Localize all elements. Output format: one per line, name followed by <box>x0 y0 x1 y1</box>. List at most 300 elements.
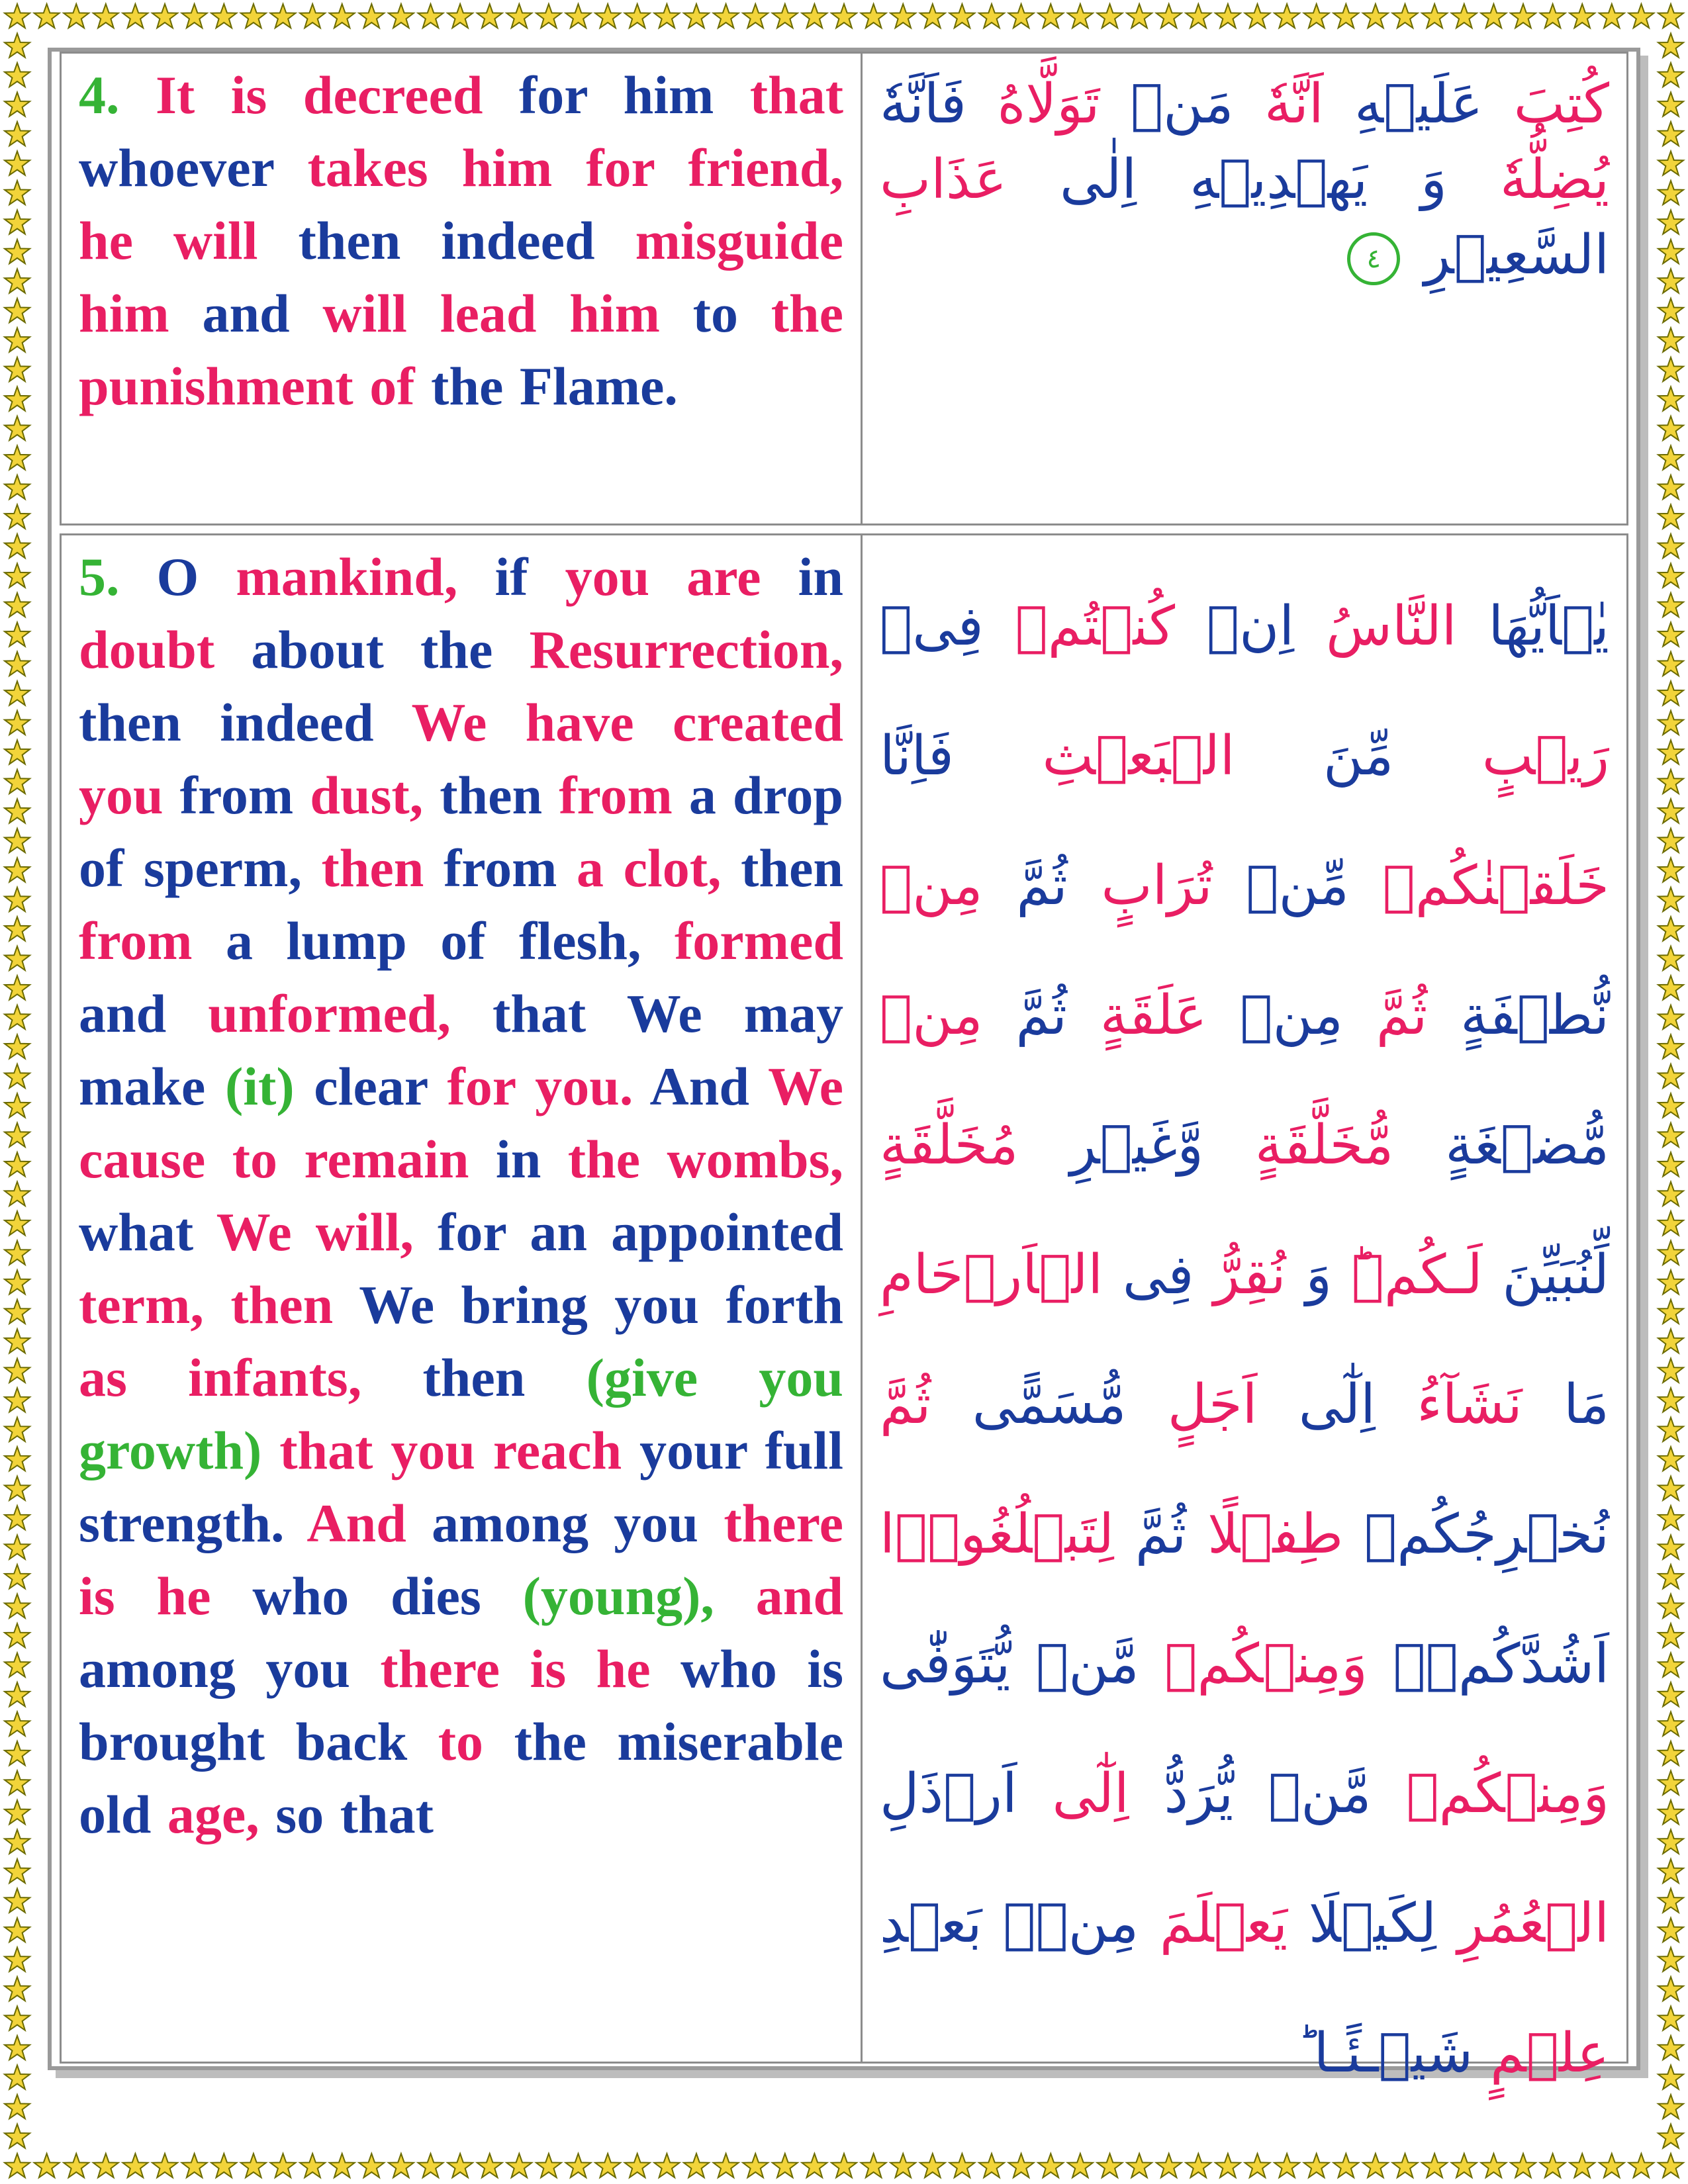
border-star-icon <box>979 4 1004 28</box>
border-star-icon <box>5 34 30 58</box>
border-star-icon <box>1245 2154 1270 2177</box>
border-star-icon <box>1658 1447 1683 1471</box>
text-segment: to <box>438 1711 514 1772</box>
verse-4-arabic <box>863 54 1626 523</box>
border-star-icon <box>1658 593 1683 617</box>
text-segment: And <box>306 1493 432 1553</box>
border-star-icon <box>359 2154 384 2177</box>
border-star-icon <box>1570 2154 1595 2177</box>
border-star-icon <box>5 2124 30 2148</box>
border-star-icon <box>5 681 30 705</box>
border-star-icon <box>1658 1477 1683 1500</box>
text-segment: It is decreed <box>155 65 519 125</box>
border-star-icon <box>5 1005 30 1029</box>
text-segment: that We may make <box>79 983 843 1116</box>
text-segment: formed <box>674 911 843 971</box>
border-star-icon <box>1658 829 1683 852</box>
text-segment: a lump of flesh, <box>226 911 675 971</box>
text-segment: dust, <box>310 765 440 825</box>
border-star-icon <box>1658 2036 1683 2060</box>
text-segment: اَجَلٍ <box>1126 1373 1258 1436</box>
arabic-text <box>880 73 1609 287</box>
border-star-icon <box>1658 799 1683 823</box>
border-star-icon <box>861 4 886 28</box>
text-segment: مُّضۡغَةٍ <box>1393 1114 1609 1177</box>
border-star-icon <box>1658 681 1683 705</box>
border-star-icon <box>5 181 30 205</box>
text-segment: فِىۡ <box>880 595 984 658</box>
text-segment: مَا <box>1522 1373 1609 1436</box>
border-star-icon <box>5 445 30 469</box>
border-star-icon <box>5 622 30 646</box>
text-segment: there is he <box>79 1493 843 1626</box>
border-star-icon <box>5 1594 30 1618</box>
border-star-icon <box>1658 1830 1683 1854</box>
border-star-icon <box>1658 917 1683 940</box>
ayah-number-marker: ٤ <box>1347 232 1400 285</box>
text-segment: السَّعِيۡرِ <box>1424 224 1609 287</box>
border-star-icon <box>773 2154 798 2177</box>
text-segment: a drop of sperm, <box>79 765 843 898</box>
text-segment: طِفۡلًا <box>1186 1503 1344 1566</box>
text-segment: then indeed <box>298 210 635 271</box>
text-segment: وَمِنۡكُمۡ <box>1139 1633 1368 1696</box>
border-star-icon <box>1658 1623 1683 1647</box>
border-star-icon <box>182 2154 207 2177</box>
text-segment: يٰۤاَيُّهَا <box>1456 595 1609 658</box>
border-star-icon <box>625 2154 650 2177</box>
border-star-icon <box>1658 1064 1683 1088</box>
border-star-icon <box>64 4 89 28</box>
border-star-icon <box>5 1565 30 1588</box>
border-star-icon <box>1363 2154 1388 2177</box>
text-segment: We will, <box>216 1202 438 1262</box>
border-star-icon <box>300 2154 325 2177</box>
text-segment: then <box>422 1347 586 1408</box>
border-star-icon <box>5 1859 30 1883</box>
border-star-icon <box>122 4 148 28</box>
text-segment: اَنَّهٗ <box>1233 73 1324 136</box>
border-star-icon <box>1658 1093 1683 1117</box>
text-segment: اِنۡ <box>1175 595 1295 658</box>
border-star-icon <box>5 1653 30 1677</box>
text-segment: كُنۡتُمۡ <box>983 595 1176 658</box>
border-star-icon <box>802 2154 827 2177</box>
border-star-icon <box>122 2154 148 2177</box>
border-star-icon <box>1658 1771 1683 1795</box>
border-star-icon <box>625 4 650 28</box>
text-segment: for you. <box>447 1056 650 1116</box>
border-star-icon <box>5 593 30 617</box>
text-segment: يَعۡلَمَ <box>1139 1892 1288 1955</box>
border-star-icon <box>1658 1123 1683 1147</box>
border-star-icon <box>5 387 30 410</box>
border-star-icon <box>949 2154 974 2177</box>
border-star-icon <box>5 1977 30 2001</box>
border-star-icon <box>1658 622 1683 646</box>
border-star-icon <box>1658 887 1683 911</box>
text-segment: وَ <box>1368 148 1447 211</box>
text-segment: اِلٰٓى <box>1017 1762 1129 1825</box>
border-star-icon <box>595 2154 620 2177</box>
border-star-icon <box>1658 1535 1683 1559</box>
border-star-icon <box>5 1123 30 1147</box>
text-segment: مِّنۡ <box>1212 854 1349 917</box>
border-star-icon <box>5 504 30 528</box>
border-star-icon <box>93 2154 118 2177</box>
text-segment: misguide him <box>79 210 843 343</box>
text-segment: who is brought back <box>79 1639 844 1772</box>
text-segment: عَلَقَةٍ <box>1066 984 1207 1047</box>
text-segment: the miserable old <box>79 1711 843 1844</box>
text-segment: مَّنۡ <box>1010 1633 1139 1696</box>
text-segment: We have created you <box>79 692 843 825</box>
text-segment: لِكَيۡلَا <box>1288 1892 1437 1955</box>
border-star-icon <box>5 829 30 852</box>
border-star-icon <box>1186 4 1211 28</box>
border-star-icon <box>831 4 857 28</box>
text-segment: كُتِبَ <box>1483 73 1609 136</box>
text-segment: فَاِنَّا <box>880 725 954 788</box>
border-star-icon <box>1658 740 1683 764</box>
border-star-icon <box>5 711 30 735</box>
text-segment: a clot, <box>577 838 741 898</box>
text-segment: to <box>692 283 771 343</box>
border-star-icon <box>979 2154 1004 2177</box>
border-star-icon <box>1658 4 1683 28</box>
text-segment: عَلَيۡهِ <box>1323 73 1483 136</box>
text-segment: شَيۡـئًـا‌ ؕ <box>1296 2022 1474 2085</box>
border-star-icon <box>1628 4 1654 28</box>
text-segment: تَوَلَّاهُ <box>966 73 1100 136</box>
border-star-icon <box>5 1535 30 1559</box>
border-star-icon <box>270 4 295 28</box>
text-segment: who dies <box>252 1566 523 1626</box>
border-star-icon <box>5 1270 30 1294</box>
border-star-icon <box>152 4 177 28</box>
text-segment: that you reach <box>279 1420 640 1480</box>
text-segment: from <box>79 911 226 971</box>
text-segment: clear <box>314 1056 447 1116</box>
text-segment: then <box>440 765 559 825</box>
border-star-icon <box>1658 122 1683 146</box>
border-star-icon <box>1215 2154 1241 2177</box>
border-star-icon <box>359 4 384 28</box>
border-star-icon <box>389 4 414 28</box>
border-star-icon <box>5 1712 30 1736</box>
text-segment: لِتَبۡلُغُوۡۤا <box>880 1503 1114 1566</box>
border-star-icon <box>1452 2154 1477 2177</box>
border-star-icon <box>1333 4 1358 28</box>
border-star-icon <box>920 2154 945 2177</box>
text-segment: Resurrection, <box>529 619 843 680</box>
border-star-icon <box>1658 328 1683 351</box>
border-star-icon <box>1658 357 1683 381</box>
border-star-icon <box>1658 1653 1683 1677</box>
border-star-icon <box>1658 152 1683 175</box>
border-star-icon <box>1658 240 1683 263</box>
border-star-icon <box>5 1682 30 1706</box>
border-star-icon <box>5 122 30 146</box>
border-star-icon <box>1274 2154 1299 2177</box>
border-star-icon <box>1658 416 1683 440</box>
border-star-icon <box>1658 1712 1683 1736</box>
border-star-icon <box>1511 2154 1536 2177</box>
border-star-icon <box>1658 2124 1683 2148</box>
text-segment: الۡعُمُرِ <box>1436 1892 1609 1955</box>
border-star-icon <box>1570 4 1595 28</box>
border-star-icon <box>1156 2154 1182 2177</box>
text-segment: يَهۡدِيۡهِ <box>1137 148 1368 211</box>
border-star-icon <box>1658 1948 1683 1972</box>
border-star-icon <box>1658 210 1683 234</box>
border-star-icon <box>1658 93 1683 116</box>
border-star-icon <box>5 2066 30 2089</box>
border-star-icon <box>1038 4 1063 28</box>
text-segment: ثُمَّ <box>880 1373 931 1436</box>
text-segment: among you <box>79 1639 381 1699</box>
border-star-icon <box>1068 4 1093 28</box>
border-star-icon <box>5 2095 30 2118</box>
border-star-icon <box>5 269 30 293</box>
border-star-icon <box>270 2154 295 2177</box>
verse-4-translation <box>62 54 863 523</box>
border-star-icon <box>1658 1565 1683 1588</box>
border-star-icon <box>1658 1211 1683 1235</box>
border-star-icon <box>1658 269 1683 293</box>
border-star-icon <box>5 858 30 882</box>
border-star-icon <box>389 2154 414 2177</box>
text-segment: بَعۡدِ <box>880 1892 982 1955</box>
text-segment: from <box>443 838 577 898</box>
border-star-icon <box>1658 1182 1683 1206</box>
border-star-icon <box>1658 1152 1683 1176</box>
text-segment: مُّخَلَّقَةٍ <box>1203 1114 1394 1177</box>
border-star-icon <box>1658 1034 1683 1058</box>
text-segment: مِنۡ <box>1207 984 1343 1047</box>
text-segment: مُخَلَّقَةٍ <box>880 1114 1019 1177</box>
translation-text <box>79 547 843 1844</box>
text-segment: for him <box>518 65 750 125</box>
text-segment: then <box>741 838 844 898</box>
text-segment: for an appointed <box>438 1202 844 1262</box>
text-segment: mankind, <box>236 547 495 607</box>
border-star-icon <box>861 2154 886 2177</box>
border-star-icon <box>5 475 30 499</box>
border-star-icon <box>5 1830 30 1854</box>
border-star-icon <box>506 4 532 28</box>
border-star-icon <box>1127 2154 1152 2177</box>
border-star-icon <box>684 4 709 28</box>
border-star-icon <box>300 4 325 28</box>
border-star-icon <box>5 2154 30 2177</box>
text-segment: اِلٰٓى <box>1257 1373 1376 1436</box>
border-star-icon <box>5 1211 30 1235</box>
text-segment: ثُمَّ <box>982 984 1067 1047</box>
text-segment: تُرَابٍ <box>1067 854 1213 917</box>
border-star-icon <box>330 2154 355 2177</box>
text-segment: takes him for friend, he will <box>79 138 843 271</box>
border-star-icon <box>1540 4 1566 28</box>
border-star-icon <box>477 2154 502 2177</box>
border-star-icon <box>1274 4 1299 28</box>
border-star-icon <box>920 4 945 28</box>
border-star-icon <box>5 298 30 322</box>
border-star-icon <box>831 2154 857 2177</box>
border-star-icon <box>5 1623 30 1647</box>
text-segment: يُضِلُّهٗ <box>1446 148 1609 211</box>
border-star-icon <box>5 976 30 999</box>
text-segment: as infants, <box>79 1347 423 1408</box>
border-star-icon <box>1097 4 1122 28</box>
border-star-icon <box>506 2154 532 2177</box>
border-star-icon <box>330 4 355 28</box>
border-star-icon <box>5 946 30 970</box>
border-star-icon <box>1658 1506 1683 1529</box>
text-segment: نُّطۡفَةٍ <box>1427 984 1609 1047</box>
border-star-icon <box>1393 4 1418 28</box>
border-star-icon <box>1186 2154 1211 2177</box>
border-star-icon <box>1658 1300 1683 1324</box>
text-segment: لِّنُبَيِّنَ <box>1482 1244 1609 1306</box>
border-star-icon <box>1658 298 1683 322</box>
border-star-icon <box>5 563 30 587</box>
border-star-icon <box>1658 2154 1683 2177</box>
text-segment: about the <box>251 619 530 680</box>
border-star-icon <box>743 4 768 28</box>
border-star-icon <box>5 1093 30 1117</box>
text-segment: We cause to remain <box>79 1056 843 1189</box>
border-star-icon <box>1599 4 1624 28</box>
border-star-icon <box>5 1800 30 1824</box>
border-star-icon <box>1658 563 1683 587</box>
text-segment: النَّاسُ <box>1294 595 1457 658</box>
text-segment: ثُمَّ <box>1342 984 1428 1047</box>
border-star-icon <box>34 4 60 28</box>
text-segment: عِلۡمٍ <box>1473 2022 1609 2085</box>
border-star-icon <box>5 770 30 794</box>
text-segment: ثُمَّ <box>1113 1503 1187 1566</box>
border-star-icon <box>1658 1418 1683 1441</box>
text-segment: فِى <box>1103 1244 1194 1306</box>
text-segment: مِنۡۢ <box>982 1892 1139 1955</box>
border-star-icon <box>1658 1241 1683 1265</box>
border-star-icon <box>714 4 739 28</box>
border-star-icon <box>5 240 30 263</box>
text-segment: مُّسَمًّى <box>931 1373 1127 1436</box>
border-star-icon <box>1658 445 1683 469</box>
border-star-icon <box>1658 504 1683 528</box>
border-star-icon <box>1304 2154 1329 2177</box>
text-segment: if <box>494 547 565 607</box>
border-star-icon <box>182 4 207 28</box>
border-star-icon <box>5 799 30 823</box>
border-star-icon <box>5 63 30 87</box>
border-star-icon <box>477 4 502 28</box>
text-segment: O <box>156 547 236 607</box>
text-segment: then <box>230 1275 359 1335</box>
text-segment: the Flame. <box>431 356 678 416</box>
border-star-icon <box>1333 2154 1358 2177</box>
border-star-icon <box>5 93 30 116</box>
border-star-icon <box>1038 2154 1063 2177</box>
text-segment: فَاَنَّهٗ <box>880 73 966 136</box>
border-star-icon <box>1658 1388 1683 1412</box>
border-star-icon <box>5 152 30 175</box>
border-star-icon <box>1511 4 1536 28</box>
border-star-icon <box>5 1241 30 1265</box>
text-segment: خَلَقۡنٰكُمۡ <box>1348 854 1609 917</box>
text-segment: اَرۡذَلِ <box>880 1762 1017 1825</box>
border-star-icon <box>1658 1270 1683 1294</box>
text-segment: there is he <box>380 1639 681 1699</box>
border-star-icon <box>714 2154 739 2177</box>
border-star-icon <box>1658 1329 1683 1353</box>
border-star-icon <box>1658 770 1683 794</box>
text-segment: يُّرَدُّ <box>1129 1762 1234 1825</box>
border-star-icon <box>5 1741 30 1765</box>
border-star-icon <box>64 2154 89 2177</box>
border-star-icon <box>1245 4 1270 28</box>
border-star-icon <box>211 4 236 28</box>
border-star-icon <box>654 2154 679 2177</box>
border-star-icon <box>1481 2154 1506 2177</box>
border-star-icon <box>1658 652 1683 676</box>
border-star-icon <box>5 1152 30 1176</box>
border-star-icon <box>1481 4 1506 28</box>
text-segment: unformed, <box>208 983 493 1044</box>
border-star-icon <box>1628 2154 1654 2177</box>
border-star-icon <box>1658 1918 1683 1942</box>
text-segment: وَّغَيۡرِ <box>1018 1114 1204 1177</box>
border-star-icon <box>34 2154 60 2177</box>
border-star-icon <box>5 887 30 911</box>
border-star-icon <box>93 4 118 28</box>
border-star-icon <box>5 1771 30 1795</box>
text-segment: then <box>321 838 444 898</box>
verse-block-4 <box>60 52 1628 525</box>
arabic-text <box>880 595 1609 2085</box>
border-star-icon <box>1009 4 1034 28</box>
border-star-icon <box>1658 1859 1683 1883</box>
border-star-icon <box>890 2154 915 2177</box>
border-star-icon <box>1658 858 1683 882</box>
border-star-icon <box>5 2036 30 2060</box>
text-segment: اِلٰى <box>1006 148 1137 211</box>
border-star-icon <box>1658 1005 1683 1029</box>
border-star-icon <box>1658 1741 1683 1765</box>
border-star-icon <box>5 328 30 351</box>
translation-text <box>79 65 843 416</box>
border-star-icon <box>1658 475 1683 499</box>
border-star-icon <box>5 2007 30 2030</box>
border-star-icon <box>684 2154 709 2177</box>
border-star-icon <box>1422 4 1447 28</box>
border-star-icon <box>536 4 561 28</box>
border-star-icon <box>5 1506 30 1529</box>
text-segment: (young), <box>522 1566 756 1626</box>
text-segment: مِنۡ <box>880 984 983 1047</box>
border-star-icon <box>1658 181 1683 205</box>
text-segment: مَّنۡ <box>1233 1762 1372 1825</box>
border-star-icon <box>1658 63 1683 87</box>
border-star-icon <box>1658 946 1683 970</box>
border-star-icon <box>654 4 679 28</box>
text-segment: what <box>79 1202 216 1262</box>
border-star-icon <box>802 4 827 28</box>
border-star-icon <box>1452 4 1477 28</box>
border-star-icon <box>743 2154 768 2177</box>
